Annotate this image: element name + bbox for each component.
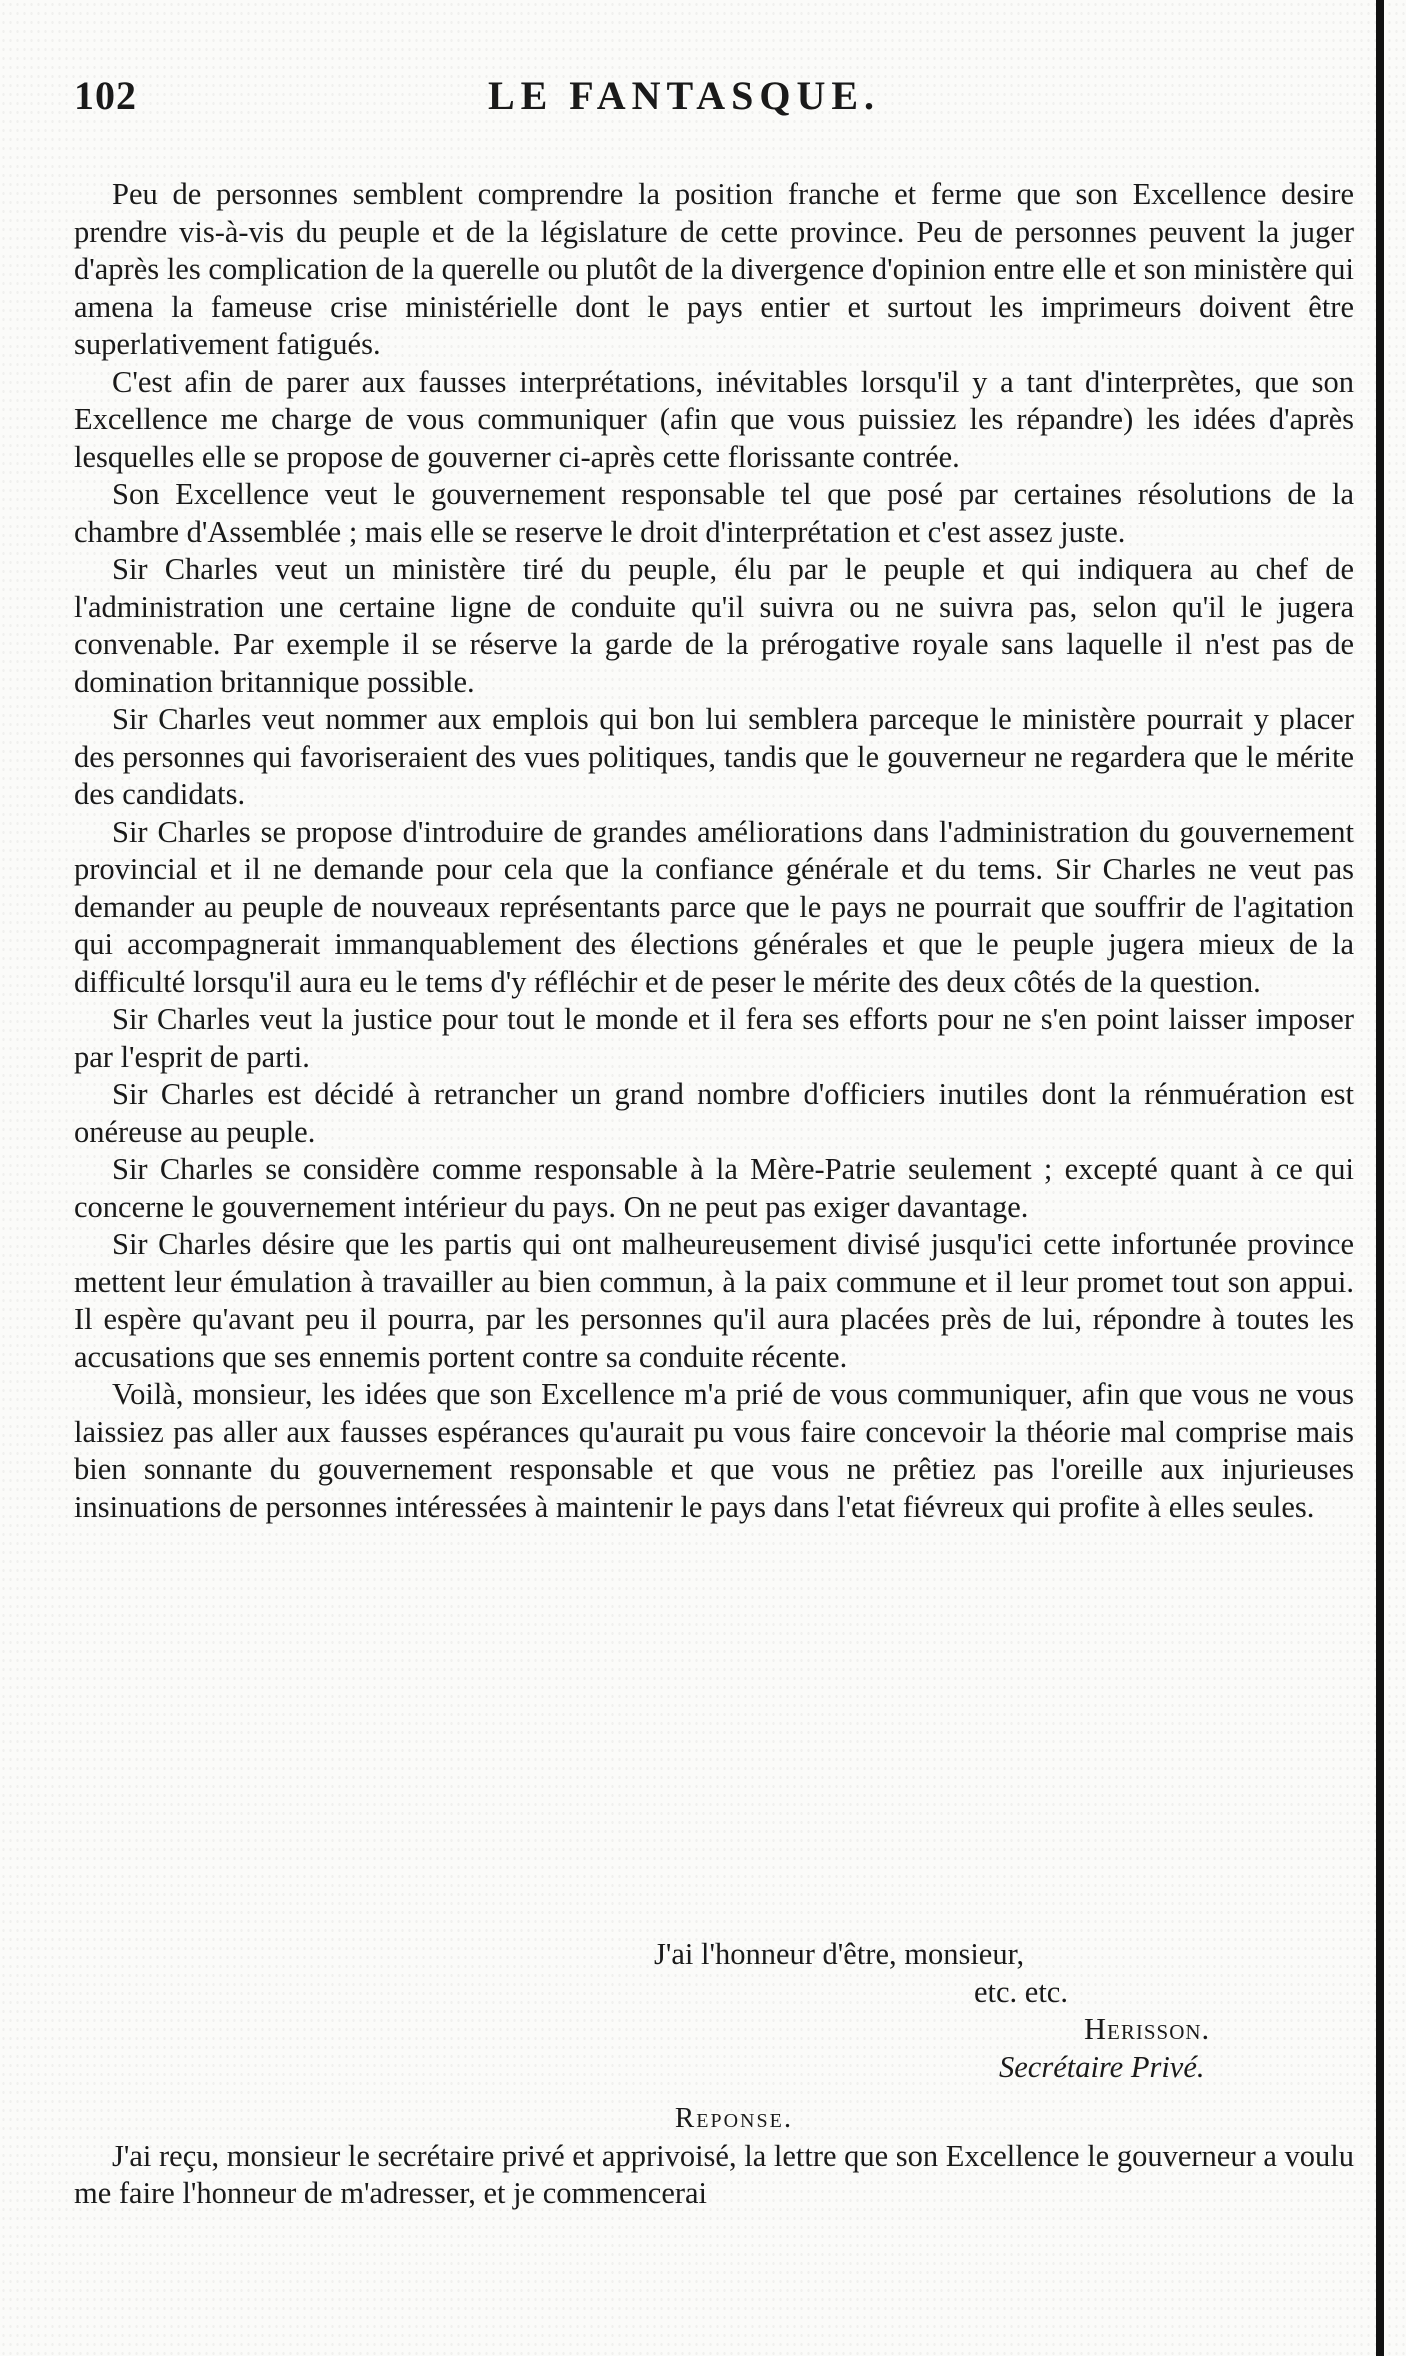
paragraph: Peu de personnes semblent comprendre la position franche et ferme que son Excellence desire prendre vis-à-vis du peuple et de la législature de cette province. Peu de personnes peuvent la juger d'après les complication de la querelle ou plutôt de la divergence d'opinion entre elle et son ministère qui amena la fameuse crise ministérielle dont le pays entier et surtout les imprimeurs doivent être superlativement fatigués.: [74, 177, 1354, 361]
page-header: [74, 72, 1294, 132]
paragraph: Voilà, monsieur, les idées que son Excellence m'a prié de vous communiquer, afin que vous ne vous laissiez pas aller aux fausses espérances qu'aurait pu vous faire concevoir la théorie mal comprise mais bien sonnante du gouvernement responsable et que vous ne prêtiez pas l'oreille aux injurieuses insinuations de personnes intéressées à maintenir le pays dans l'etat fiévreux qui profite à elles seules.: [74, 1377, 1354, 1524]
closing-line: J'ai l'honneur d'être, monsieur,: [654, 1937, 1025, 1971]
letter-body: [74, 176, 1354, 1526]
page-number: 102: [74, 73, 137, 118]
paragraph: Sir Charles désire que les partis qui ont malheureusement divisé jusqu'ici cette infortunée province mettent leur émulation à travailler au bien commun, à la paix commune et il leur promet tout son appui. Il espère qu'avant peu il pourra, par les personnes qu'il aura placées près de lui, répondre à toutes les accusations que ses ennemis portent contre sa conduite récente.: [74, 1227, 1354, 1374]
reply-heading: Reponse.: [674, 2102, 794, 2134]
paragraph: Son Excellence veut le gouvernement responsable tel que posé par certaines résolutions de la chambre d'Assemblée ; mais elle se reserve le droit d'interprétation et c'est assez juste.: [74, 477, 1354, 549]
paragraph: Sir Charles veut nommer aux emplois qui bon lui semblera parceque le ministère pourrait y placer des personnes qui favoriseraient des vues politiques, tandis que le gouverneur ne regardera que le mérite des candidats.: [74, 702, 1354, 811]
letter-closing: [74, 1936, 1354, 2213]
paragraph: Sir Charles se propose d'introduire de grandes améliorations dans l'administration du gouvernement provincial et il ne demande pour cela que la confiance générale et du tems. Sir Charles ne veut pas demander au peuple de nouveaux représentants parce que le pays ne pourrait que souffrir de l'agitation qui accompagnerait immanquablement des élections générales et que le peuple jugera mieux de la difficulté lorsqu'il aura eu le tems d'y réfléchir et de peser le mérite des deux côtés de la question.: [74, 814, 1354, 999]
page-edge-rule: [1376, 0, 1384, 2356]
signature: Herisson.: [1084, 2012, 1211, 2046]
closing-etc: etc. etc.: [974, 1974, 1068, 2009]
paragraph: C'est afin de parer aux fausses interprétations, inévitables lorsqu'il y a tant d'interprètes, que son Excellence me charge de vous communiquer (afin que vous puissiez les répandre) les idées d'après lesquelles elle se propose de gouverner ci-après cette florissante contrée.: [74, 364, 1354, 474]
paragraph: Sir Charles veut la justice pour tout le monde et il fera ses efforts pour ne s'en point laisser imposer par l'esprit de parti.: [74, 1002, 1354, 1074]
paragraph: Sir Charles veut un ministère tiré du peuple, élu par le peuple et qui indiquera au chef de l'administration une certaine ligne de conduite qu'il suivra ou ne suivra pas, selon qu'il le jugera convenable. Par exemple il se réserve la garde de la prérogative royale sans laquelle il n'est pas de domination britannique possible.: [74, 552, 1354, 699]
signature-title: Secrétaire Privé.: [999, 2049, 1205, 2084]
paragraph: Sir Charles est décidé à retrancher un grand nombre d'officiers inutiles dont la rénmuération est onéreuse au peuple.: [74, 1077, 1354, 1149]
paragraph: Sir Charles se considère comme responsable à la Mère-Patrie seulement ; excepté quant à ce qui concerne le gouvernement intérieur du pays. On ne peut pas exiger davantage.: [74, 1152, 1354, 1224]
reply-text: J'ai reçu, monsieur le secrétaire privé et apprivoisé, la lettre que son Excellence le gouverneur a voulu me faire l'honneur de m'adresser, et je commencerai: [74, 2138, 1354, 2210]
running-title: LE FANTASQUE.: [487, 73, 881, 118]
